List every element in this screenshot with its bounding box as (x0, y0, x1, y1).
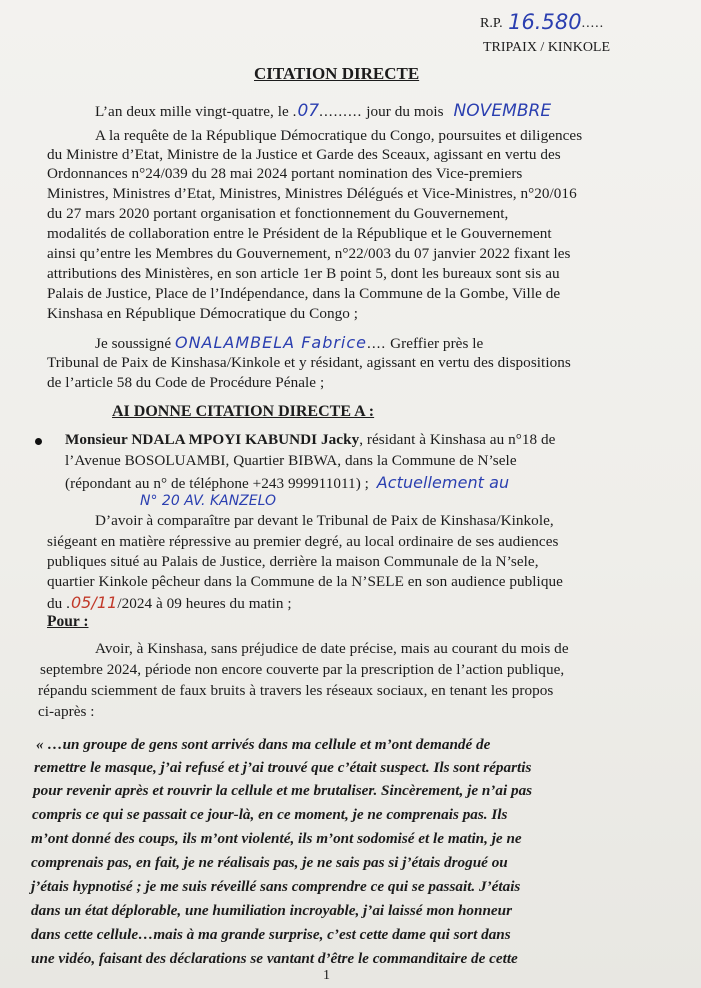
page-number: 1 (323, 968, 330, 983)
requete-line: modalités de collaboration entre le Président de la République et le Gouvernement (47, 225, 552, 242)
audience-suffix: /2024 à 09 heures du matin ; (117, 595, 292, 612)
defendant-line-1 (65, 431, 555, 449)
quote-line: dans un état déplorable, une humiliation incroyable, j’ai laissé mon honneur (31, 902, 513, 919)
date-middle: jour du mois (366, 103, 444, 120)
soussigne-line-3: de l’article 58 du Code de Procédure Pénale ; (47, 374, 325, 391)
ai-donne-heading: AI DONNE CITATION DIRECTE A : (112, 403, 375, 420)
avoir-line: Avoir, à Kinshasa, sans préjudice de date précise, mais au courant du mois de (95, 640, 569, 657)
defendant-residence: , résidant à Kinshasa au n°18 de (359, 431, 556, 448)
comparaitre-line: quartier Kinkole pêcheur dans la Commune de la N’SELE en son audience publique (47, 573, 563, 590)
avoir-line: ci-après : (38, 703, 95, 720)
quote-line: pour revenir après et rouvrir la cellule et me brutaliser. Sincèrement, je n’ai pas (33, 782, 533, 799)
soussigne-suffix: Greffier près le (390, 335, 484, 352)
soussigne-prefix: Je soussigné (95, 335, 172, 352)
quote-line: dans cette cellule…mais à ma grande surprise, c’est cette dame qui sort dans (31, 926, 511, 943)
quote-line: m’ont donné des coups, ils m’ont violenté, ils m’ont sodomisé et le matin, je ne (31, 830, 522, 847)
requete-line: du Ministre d’Etat, Ministre de la Justice et Garde des Sceaux, agissant en vertu des (47, 146, 561, 163)
comparaitre-line: D’avoir à comparaître par devant le Tribunal de Paix de Kinshasa/Kinkole, (95, 512, 554, 529)
requete-line: A la requête de la République Démocratique du Congo, poursuites et diligences (95, 127, 583, 144)
rp-prefix: R.P. (480, 16, 503, 31)
document-title: CITATION DIRECTE (254, 64, 420, 83)
quote-line: « …un groupe de gens sont arrivés dans ma cellule et m’ont demandé de (36, 736, 491, 753)
rp-dots: ..... (581, 16, 605, 31)
greffier-name-handwritten: ONALAMBELA Fabrice (174, 333, 368, 352)
date-prefix: L’an deux mille vingt-quatre, le (95, 103, 289, 120)
court-label: TRIPAIX / KINKOLE (483, 40, 611, 55)
audience-line: du .05/11/2024 à 09 heures du matin ; (47, 593, 292, 612)
defendant-line-3 (65, 473, 509, 493)
quote-line: une vidéo, faisant des déclarations se vantant d’être le commanditaire de cette (31, 950, 518, 967)
date-line: L’an deux mille vingt-quatre, le .07......... jour du mois NOVEMBRE (95, 101, 552, 121)
pour-heading: Pour : (47, 613, 89, 630)
requete-line: Ordonnances n°24/039 du 28 mai 2024 portant nomination des Vice-premiers (47, 165, 523, 182)
avoir-line: répandu sciemment de faux bruits à travers les réseaux sociaux, en tenant les propos (38, 682, 554, 699)
new-address-handwritten: N° 20 AV. KANZELO (140, 493, 276, 509)
comparaitre-line: publiques situé au Palais de Justice, derrière la maison Communale de la N’sele, (47, 553, 539, 570)
audience-prefix: du (47, 595, 63, 612)
requete-line: Kinshasa en République Démocratique du Congo ; (47, 305, 359, 322)
rp-line (480, 8, 604, 32)
requete-line: Palais de Justice, Place de l’Indépendance, dans la Commune de la Gombe, Ville de (47, 285, 561, 302)
rp-number-handwritten: 16.580 (508, 10, 582, 34)
quote-line: comprenais pas, en fait, je ne réalisais pas, je ne sais pas si j’étais drogué ou (31, 854, 508, 871)
soussigne-line-2: Tribunal de Paix de Kinshasa/Kinkole et y résidant, agissant en vertu des dispositions (47, 354, 571, 371)
comparaitre-line: siégeant en matière répressive au premier degré, au local ordinaire de ses audiences (47, 533, 559, 550)
quote-line: remettre le masque, j’ai refusé et j’ai trouvé que c’était suspect. Ils sont répartis (34, 759, 532, 776)
requete-line: attributions des Ministères, en son article 1er B point 5, dont les bureaux sont sis au (47, 265, 560, 282)
defendant-line-2: l’Avenue BOSOLUAMBI, Quartier BIBWA, dans la Commune de N’sele (65, 452, 517, 469)
soussigne-line: Je soussigné ONALAMBELA Fabrice.... Greffier près le (95, 333, 484, 352)
quote-line: compris ce qui se passait ce jour-là, en ce moment, je ne comprenais pas. Ils (32, 806, 508, 823)
quote-line: j’étais hypnotisé ; je me suis réveillé sans comprendre ce qui se passait. J’étais (31, 878, 521, 895)
audience-date-handwritten: 05/11 (70, 593, 118, 612)
day-handwritten: 07 (297, 101, 320, 121)
requete-line: Ministres, Ministres d’Etat, Ministres, Ministres Délégués et Vice-Ministres, n°20/016 (47, 185, 577, 202)
requete-line: ainsi qu’entre les Membres du Gouvernement, n°22/003 du 07 janvier 2022 fixant les (47, 245, 571, 262)
actuellement-handwritten: Actuellement au (376, 473, 510, 492)
requete-line: du 27 mars 2020 portant organisation et fonctionnement du Gouvernement, (47, 205, 509, 222)
avoir-line: septembre 2024, période non encore couverte par la prescription de l’action publique, (40, 661, 565, 678)
bullet-icon (35, 438, 42, 445)
defendant-name: Monsieur NDALA MPOYI KABUNDI Jacky (65, 431, 360, 448)
defendant-phone: (répondant au n° de téléphone +243 999911011) ; (65, 475, 369, 492)
month-handwritten: NOVEMBRE (453, 101, 552, 121)
